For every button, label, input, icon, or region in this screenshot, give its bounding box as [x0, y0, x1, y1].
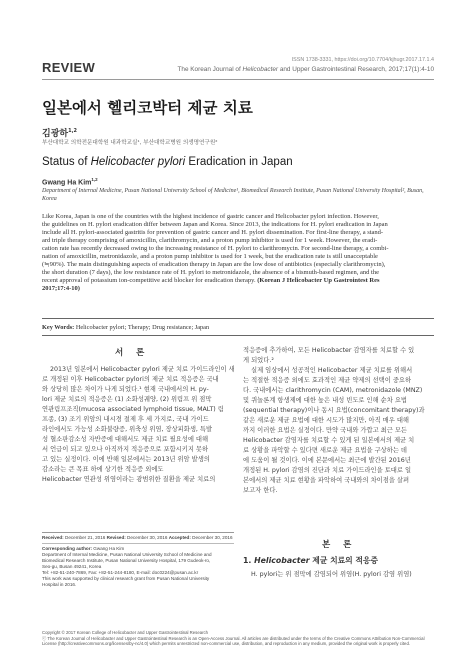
english-title-post: Eradication in Japan — [185, 156, 293, 168]
body-line: 서 언급이 되고 있으나 아직까지 적응증으로 포함시키지 못하 — [42, 446, 209, 453]
abstract — [42, 213, 437, 293]
received-date: December 21, 2016 — [63, 535, 107, 540]
body-line: 개정된 H. pylori 감염의 진단과 치료 가이드라인을 토대로 일 — [243, 467, 412, 474]
body-line: 라인에서도 가능성 소화불량증, 위축성 위염, 장상피화생, 특발 — [42, 426, 213, 433]
right-column-body — [243, 346, 437, 496]
body-line: H. pylori는 위 점막에 감염되어 위염(H. pylori 감염 위염) — [251, 571, 412, 578]
license-line: ⓒ The Korean Journal of Helicobacter and Upper Gastrointestinal Research is an Open-Access Journal. All articles are distributed under the terms of the Creative Commons Attribution Non-Commercial — [42, 635, 425, 641]
body-line: 같은 새로운 제균 요법에 대한 시도가 많지만, 아직 매우 대해 — [243, 417, 410, 424]
accepted-label: Accepted: — [168, 535, 191, 540]
abstract-line: include all H. pylori-associated gastritis for prevention of gastric cancer and H. pylori dissemination. For first-line therapy, a stand- — [42, 229, 384, 237]
abstract-line: the guidelines on H. pylori eradication differ between Japan and Korea. Since 2013, the indications for H. pylori eradication in Japan — [42, 221, 388, 229]
subsection-heading — [243, 555, 378, 566]
korean-author-name: 김광하 — [42, 129, 69, 139]
body-line: 프종, (3) 조기 위암의 내시경 절제 후 세 가지로, 국내 가이드 — [42, 416, 209, 423]
corr-line: Seo-gu, Busan 49241, Korea — [42, 564, 102, 569]
intro-heading: 서 론 — [115, 348, 150, 358]
english-title — [42, 156, 293, 168]
body-line: 실제 임상에서 성공적인 Helicobacter 제균 치료를 위해서 — [251, 367, 413, 374]
english-title-pre: Status of — [42, 156, 91, 168]
body-line: 보고자 한다. — [243, 487, 278, 494]
body-line: 로 개정된 이후 Helicobacter pylori의 제균 치료 적응증은 국내 — [42, 376, 219, 383]
journal-name-post: and Upper Gastrointestinal Research, 2017;17(1):4-10 — [278, 66, 434, 73]
english-author-sup: 1,2 — [91, 177, 98, 182]
body-line: 및 퀴놀론계 항생제에 대한 높은 내성 빈도로 인해 순차 요법 — [243, 397, 408, 404]
subsection-italic: Helicobacter — [254, 556, 310, 565]
corr-name: Gwang Ha Kim — [92, 546, 125, 551]
funding-line: This work was supported by clinical research grant from Pusan National University — [42, 576, 210, 581]
body-line: 와 상당히 많은 차이가 나게 되었다.¹ 현재 국내에서의 H. py- — [42, 386, 209, 393]
journal-name-italic: Helicobacter — [242, 66, 279, 73]
body-line: 2013년 일본에서 Helicobacter pylori 제균 치료 가이드라인이 새 — [50, 366, 235, 373]
body-line: lori 제균 치료의 적응증은 (1) 소화성궤양, (2) 위림프 위 점막 — [42, 396, 212, 403]
abstract-line-last — [42, 277, 437, 285]
keywords — [42, 324, 434, 331]
journal-name-pre: The Korean Journal of — [177, 66, 243, 73]
copyright-block — [42, 630, 437, 647]
journal-citation — [178, 66, 435, 73]
subsection-number: 1. — [243, 556, 255, 565]
body-line: Helicobacter 연관성 위염이라는 광범위한 질환을 제균 치료의 — [42, 476, 216, 483]
body-line: 게 되었다.² — [243, 357, 274, 364]
corr-email-line: Tel: +82-51-240-7869, Fax: +82-51-244-8180, E-mail: doc0224@pusan.ac.kr — [42, 570, 199, 575]
revised-date: December 30, 2016 — [125, 535, 169, 540]
abstract-line: cation rate has recently decreased owing to the increasing resistance of H. pylori to clarithromycin. For second-line therapy, a combi- — [42, 245, 389, 253]
footnote-rule — [42, 532, 234, 533]
korean-title: 일본에서 헬리코박터 제균 치료 — [42, 99, 253, 117]
header-rule — [42, 79, 434, 80]
corr-label: Corresponding author: — [42, 546, 93, 551]
copyright-line: Copyright © 2017 Korean College of Helicobacter and Upper Gastrointestinal Research — [42, 630, 209, 635]
accepted-date: December 30, 2016 — [190, 535, 233, 540]
footnote-rule-2 — [42, 543, 234, 544]
abstract-citation-2: 2017;17:4-10) — [42, 285, 80, 293]
body-line: 고 있는 실정이다. 이에 반해 일본에서는 2013년 위암 발생의 — [42, 456, 210, 463]
subsection-rest: 제균 치료의 적응증 — [309, 556, 378, 565]
abstract-line: the short duration (7 days), the low resistance rate of H. pylori to metronidazole, the absence of a bismuth-based regimen, and the — [42, 269, 379, 277]
intro-body — [42, 365, 238, 485]
keywords-label: Key Words: — [42, 324, 75, 331]
received-dates — [42, 535, 238, 541]
keywords-rule — [42, 335, 434, 336]
abstract-line: recent approval of potassium ion-competitive acid blocker for eradication therapy. — [42, 277, 256, 285]
corr-line: Biomedical Research Institute, Pusan National University Hospital, 179 Gudeok-ro, — [42, 558, 211, 563]
body-line: 는 적절한 적응증 외에도 효과적인 제균 약제의 선택이 중요하 — [243, 377, 412, 384]
corr-line: Department of Internal Medicine, Pusan National University School of Medicine and — [42, 552, 212, 557]
body-line: 료 상황을 파악할 수 있다면 새로운 제균 요법을 구상하는 데 — [243, 447, 408, 454]
body-line: 감소라는 큰 목표 하에 상기한 적응증 외에도 — [42, 466, 164, 473]
license-line: License (http://creativecommons.org/licenses/by-nc/4.0) which permits unrestricted non-commercial use, distribution, and reproduction in any medium, provided the original work is properly cited. — [42, 641, 411, 647]
abstract-line: Like Korea, Japan is one of the countries with the highest incidence of gastric cancer and Helicobacter pylori infection. However, — [42, 213, 379, 220]
body-line: Helicobacter 감염자를 치료할 수 있게 된 일본에서의 제균 치 — [243, 437, 415, 444]
korean-author-sup: 1,2 — [68, 128, 77, 134]
main-heading: 본 론 — [322, 540, 357, 550]
abstract-line: nation of amoxicillin, metronidazole, and a proton pump inhibitor is used for 1 week, but the eradication rate is still unacceptable — [42, 253, 378, 261]
abstract-rule — [42, 318, 434, 319]
english-author-name: Gwang Ha Kim — [42, 179, 92, 187]
abstract-citation: (Korean J Helicobacter Up Gastrointest Res — [257, 277, 380, 285]
keywords-text: Helicobacter pylori; Therapy; Drug resistance; Japan — [74, 324, 210, 331]
revised-label: Revised: — [106, 535, 126, 540]
received-label: Received: — [42, 535, 64, 540]
issn-doi: ISSN 1738-3331, https://doi.org/10.7704/kjhugr.2017.17.1.4 — [291, 57, 434, 63]
abstract-line: (≒90%). The main distinguishing aspects of eradication therapy in Japan are the low dose of antibiotics (especially clarithromycin), — [42, 261, 386, 269]
corresponding-author — [42, 546, 238, 588]
korean-affiliation: 부산대학교 의학전문대학원 내과학교실¹, 부산대학교병원 의생명연구원² — [42, 140, 218, 146]
body-line: 다. 국내에서는 clarithromycin (CAM), metronidazole (MNZ) — [243, 387, 423, 394]
body-line: 에 도움이 될 것이다. 이에 본문에서는 최근에 발간된 2016년 — [243, 457, 411, 464]
body-line: 연관림프조직(mucosa associated lymphoid tissue, MALT) 림 — [42, 406, 224, 413]
english-author — [42, 177, 98, 186]
section-label: REVIEW — [42, 60, 96, 75]
body-line: 적응증에 추가하여, 모든 Helicobacter 감염자를 치료할 수 있 — [243, 347, 415, 354]
english-affiliation: Department of Internal Medicine, Pusan National University School of Medicine¹, Biomedical Research Institute, Pusan National University Hospital², Busan, Korea — [42, 188, 424, 202]
body-line: 성 혈소판감소성 자반증에 대해서도 제균 치료 필요성에 대해 — [42, 436, 209, 443]
body-line: (sequential therapy)이나 동시 요법(concomitant therapy)과 — [243, 407, 425, 414]
abstract-line: ard triple therapy comprising of amoxicillin, clarithromycin, and a proton pump inhibitor is used for 1 week. However, the eradi- — [42, 237, 378, 245]
funding-line: Hospital in 2016. — [42, 582, 77, 587]
body-line: 본에서의 제균 치료 현황을 파악하여 국내와의 차이점을 살펴 — [243, 477, 410, 484]
body-line: 까지 이러한 요법은 실정이다. 만약 국내와 가깝고 최근 모든 — [243, 427, 408, 434]
english-title-italic: Helicobacter pylori — [90, 156, 186, 168]
